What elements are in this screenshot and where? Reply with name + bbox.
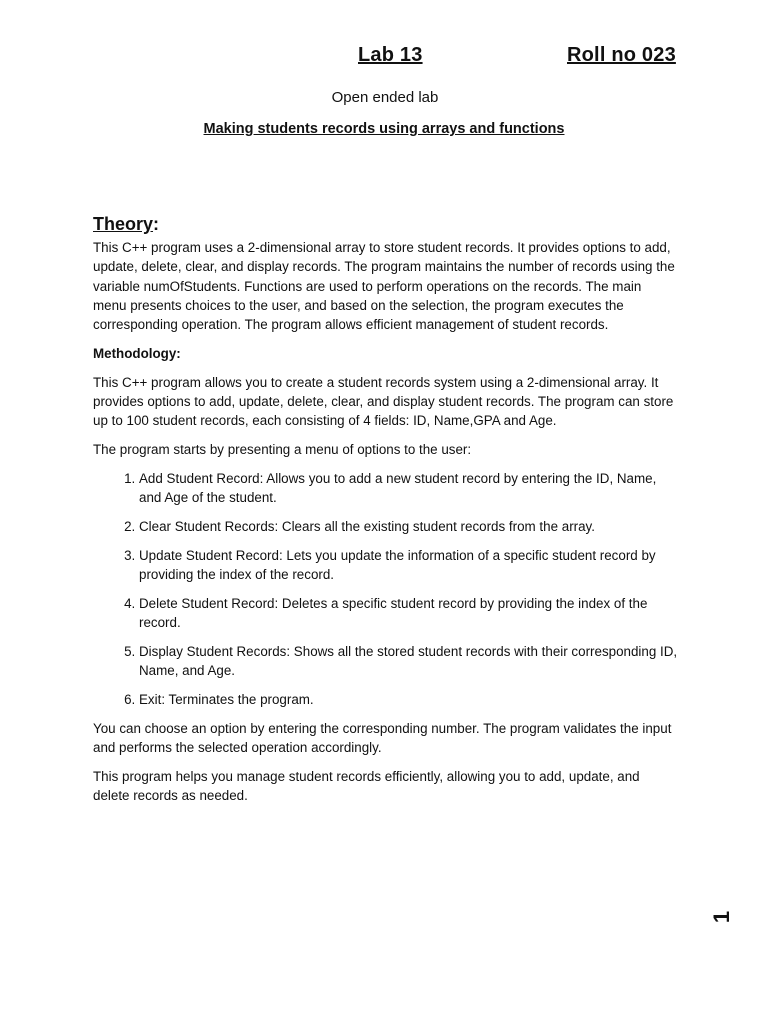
methodology-heading: Methodology: xyxy=(93,345,181,361)
page-number: 1 xyxy=(709,910,734,924)
list-item: 1. Add Student Record: Allows you to add a new student record by entering the ID, Name, and Age of the student. xyxy=(139,469,678,508)
theory-heading-word: Theory xyxy=(93,214,154,234)
list-item: 5. Display Student Records: Shows all the stored student records with their corresponding ID, Name, and Age. xyxy=(139,642,678,681)
document-body xyxy=(93,212,678,815)
document-subtitle xyxy=(0,89,768,106)
document-title: Making students records using arrays and functions xyxy=(203,121,565,137)
choose-option-paragraph: You can choose an option by entering the corresponding number. The program validates the input and performs the selected operation accordingly. xyxy=(93,720,672,756)
menu-intro-paragraph: The program starts by presenting a menu of options to the user: xyxy=(93,442,472,458)
methodology-intro-paragraph: This C++ program allows you to create a student records system using a 2-dimensional array. It provides options to add, update, delete, clear, and display student records. The program can store up to 100 student records, each consisting of 4 fields: ID, Name,GPA and Age. xyxy=(93,374,674,429)
closing-paragraph: This program helps you manage student records efficiently, allowing you to add, update, and delete records as needed. xyxy=(93,769,640,804)
theory-heading-colon: : xyxy=(153,214,160,234)
list-item: 6. Exit: Terminates the program. xyxy=(139,690,678,709)
lab-number-heading: Lab 13 xyxy=(358,44,423,66)
menu-options-list xyxy=(93,469,678,709)
theory-heading xyxy=(93,212,678,236)
list-item: 3. Update Student Record: Lets you update the information of a specific student record by providing the index of the record. xyxy=(139,546,678,585)
list-item: 2. Clear Student Records: Clears all the existing student records from the array. xyxy=(139,517,678,536)
theory-paragraph: This C++ program uses a 2-dimensional array to store student records. It provides options to add, update, delete, clear, and display records. The program maintains the number of records using the variable numOfStudents. Functions are used to perform operations on the records. The main menu presents choices to the user, and based on the selection, the program executes the corresponding operation. The program allows efficient management of student records. xyxy=(93,240,675,333)
list-item: 4. Delete Student Record: Deletes a specific student record by providing the index of the record. xyxy=(139,594,678,633)
subtitle-text: Open ended lab xyxy=(331,89,439,106)
roll-number-heading: Roll no 023 xyxy=(567,44,676,66)
